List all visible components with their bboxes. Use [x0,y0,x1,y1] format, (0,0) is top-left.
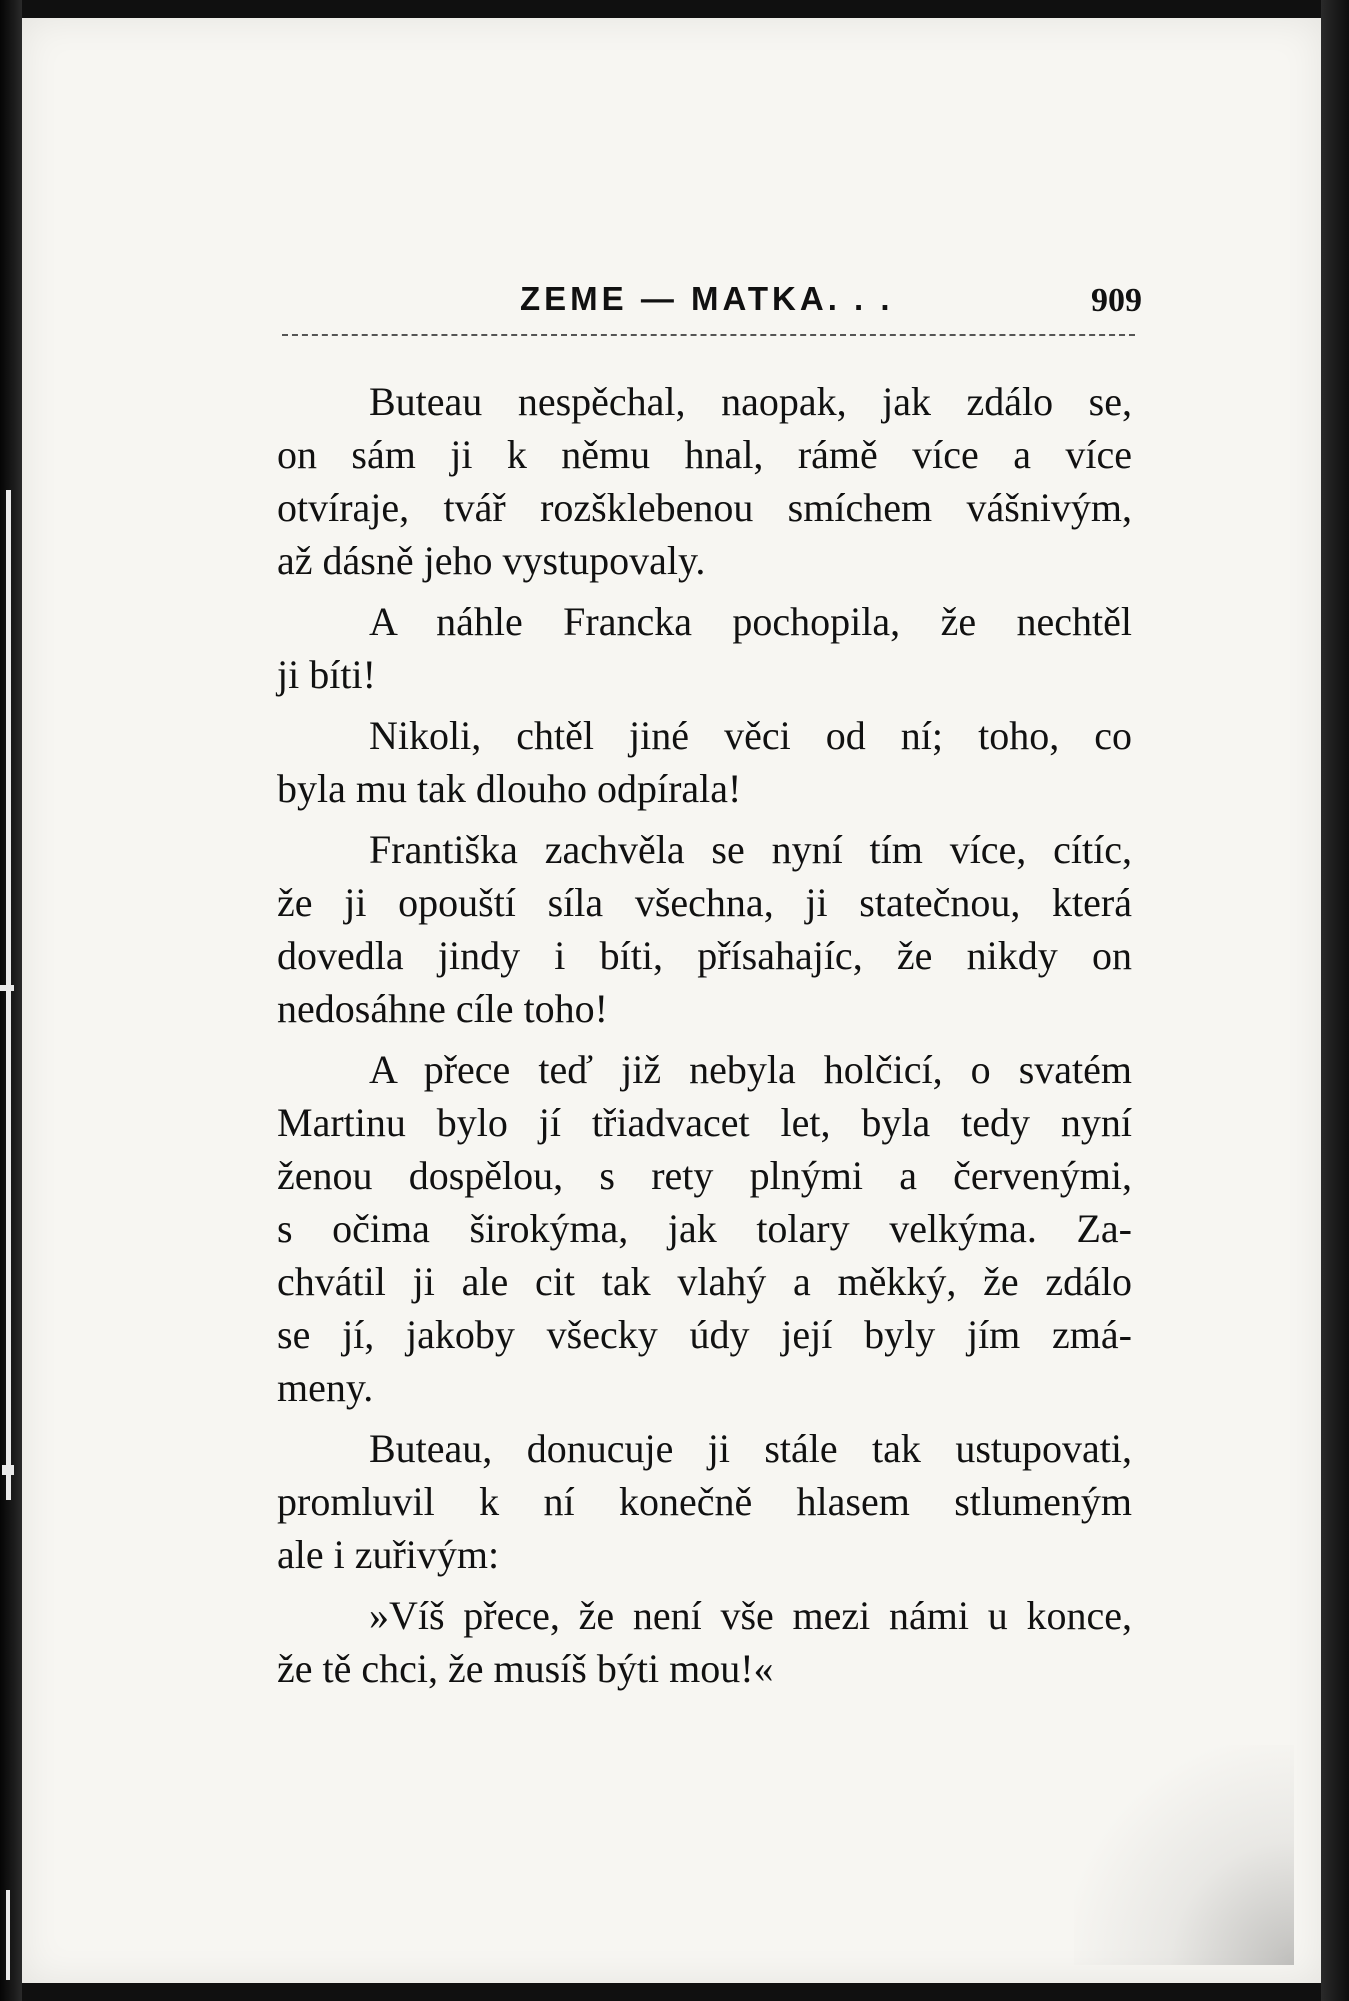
text-line: Buteau, donucuje ji stále tak ustupovati, [369,1426,1132,1471]
text-line: meny. [277,1365,374,1410]
text-line: s očima širokýma, jak tolary velkýma. Za- [277,1206,1132,1251]
paragraph [277,375,1132,587]
text-line: A náhle Francka pochopila, že nechtěl [369,599,1132,644]
margin-mark [6,1890,10,1980]
page-number: 909 [1091,282,1142,319]
text-line: on sám ji k němu hnal, rámě více a více [277,432,1132,477]
paragraph [277,1589,1132,1695]
body-text [277,375,1132,1703]
text-line: ale i zuřivým: [277,1532,500,1577]
text-line: až dásně jeho vystupovaly. [277,538,706,583]
text-line: nedosáhne cíle toho! [277,986,608,1031]
page-header [282,272,1142,322]
text-line: Nikoli, chtěl jiné věci od ní; toho, co [369,713,1132,758]
page-corner-wear [1074,1745,1294,1965]
text-line: Martinu bylo jí třiadvacet let, byla tedy nyní [277,1100,1132,1145]
book-spine-edge [0,0,22,2001]
text-line: chvátil ji ale cit tak vlahý a měkký, že zdálo [277,1259,1132,1304]
page-right-edge [1321,0,1349,2001]
text-line: že tě chci, že musíš býti mou!« [277,1646,774,1691]
text-line: »Víš přece, že není vše mezi námi u konce, [369,1593,1132,1638]
text-line: byla mu tak dlouho odpírala! [277,766,742,811]
margin-mark [0,985,14,991]
text-line: ženou dospělou, s rety plnými a červenými, [277,1153,1132,1198]
running-title: ZEME — MATKA. . . [520,280,894,317]
text-line: promluvil k ní konečně hlasem stlumeným [277,1479,1132,1524]
text-line: otvíraje, tvář rozšklebenou smíchem vášnivým, [277,485,1132,530]
text-line: se jí, jakoby všecky údy její byly jím zmá- [277,1312,1132,1357]
text-line: že ji opouští síla všechna, ji statečnou, která [277,880,1132,925]
text-line: A přece teď již nebyla holčicí, o svatém [369,1047,1132,1092]
paragraph [277,1422,1132,1581]
paragraph [277,595,1132,701]
paragraph [277,823,1132,1035]
margin-mark [2,1465,14,1475]
paragraph [277,709,1132,815]
text-line: Františka zachvěla se nyní tím více, cítíc, [369,827,1132,872]
text-line: dovedla jindy i bíti, přísahajíc, že nikdy on [277,933,1132,978]
text-line: Buteau nespěchal, naopak, jak zdálo se, [369,379,1132,424]
header-rule [282,334,1135,336]
text-line: ji bíti! [277,652,376,697]
margin-mark [6,490,11,1500]
paragraph [277,1043,1132,1414]
